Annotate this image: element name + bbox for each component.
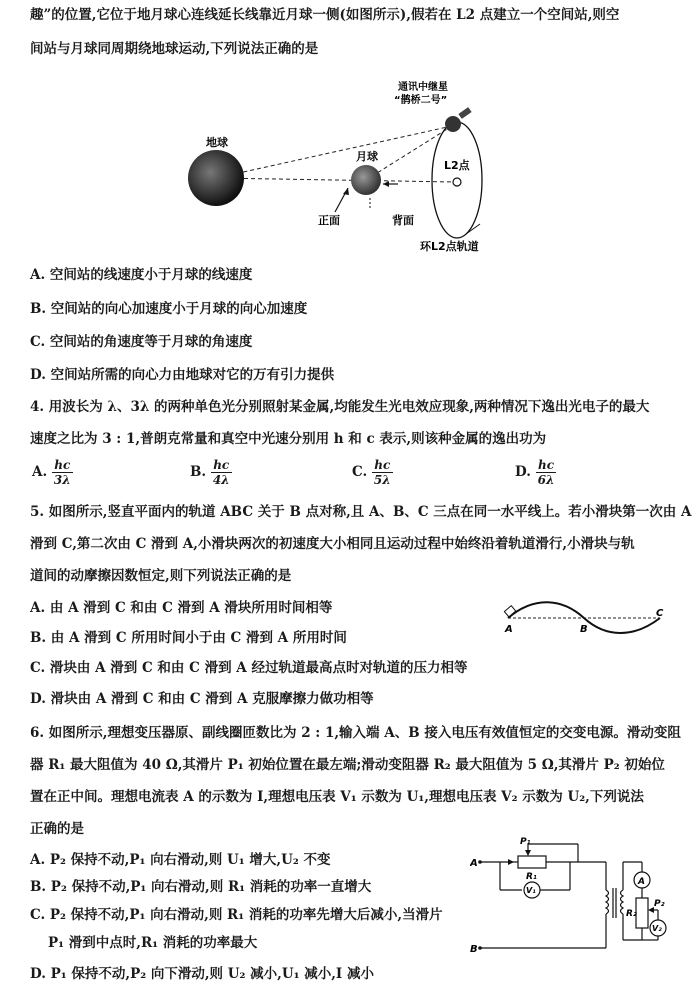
v2-meter-label: V₂	[652, 924, 662, 933]
q5-line-2: 滑到 C,第二次由 C 滑到 A,小滑块两次的初速度大小相同且运动过程中始终沿着轨道滑行,小滑块与轨	[30, 536, 635, 552]
q3-option-b: B. 空间站的向心加速度小于月球的向心加速度	[30, 301, 308, 317]
input-a-label: A	[470, 858, 478, 869]
v1-meter-label: V₁	[526, 886, 536, 895]
q6-line-4: 正确的是	[30, 821, 84, 837]
r2-label: R₂	[626, 909, 637, 919]
q4-option-d: D. $\frac{hc}{6\lambda}$	[515, 458, 555, 487]
q6-line-2: 器 R₁ 最大阻值为 40 Ω,其滑片 P₁ 初始位置在最左端;滑动变阻器 R₂ 最大阻值为 5 Ω,其滑片 P₂ 初始位	[30, 757, 665, 773]
l2-label: L2点	[444, 159, 470, 172]
q4-line-1: 4. 用波长为 λ、3λ 的两种单色光分别照射某金属,均能发生光电效应现象,两种情况下逸出光电子的最大	[30, 399, 650, 415]
orbit-label: 环L2点轨道	[420, 240, 479, 253]
input-b-label: B	[470, 944, 478, 955]
q3-option-a: A. 空间站的线速度小于月球的线速度	[30, 267, 253, 283]
q5-option-c: C. 滑块由 A 滑到 C 和由 C 滑到 A 经过轨道最高点时对轨道的压力相等	[30, 660, 468, 676]
p2-label: P₂	[654, 899, 665, 909]
track-abc-diagram	[496, 596, 666, 640]
earth-label: 地球	[206, 136, 228, 149]
q5-line-1: 5. 如图所示,竖直平面内的轨道 ABC 关于 B 点对称,且 A、B、C 三点在同一水平线上。若小滑块第一次由 A	[30, 504, 692, 520]
back-label: 背面	[392, 214, 414, 227]
q5-option-b: B. 由 A 滑到 C 所用时间小于由 C 滑到 A 所用时间	[30, 630, 347, 646]
q5-option-d: D. 滑块由 A 滑到 C 和由 C 滑到 A 克服摩擦力做功相等	[30, 691, 374, 707]
l2-point-icon	[453, 178, 461, 186]
q3-option-c: C. 空间站的角速度等于月球的角速度	[30, 334, 253, 350]
q4-line-2: 速度之比为 3 : 1,普朗克常量和真空中光速分别用 h 和 c 表示,则该种金属的逸出功为	[30, 431, 547, 447]
ammeter-label: A	[638, 877, 645, 887]
earth-icon	[188, 150, 244, 206]
intro-line-2: 间站与月球同周期绕地球运动,下列说法正确的是	[30, 41, 319, 57]
q4-option-c: C. $\frac{hc}{5\lambda}$	[352, 458, 391, 487]
point-c-label: C	[656, 608, 664, 619]
moon-icon	[351, 165, 381, 195]
q6-option-d: D. P₁ 保持不动,P₂ 向下滑动,则 U₂ 减小,U₁ 减小,I 减小	[30, 966, 374, 982]
point-b-label: B	[580, 624, 588, 635]
q6-line-3: 置在正中间。理想电流表 A 的示数为 I,理想电压表 V₁ 示数为 U₁,理想电压表 V₂ 示数为 U₂,下列说法	[30, 789, 644, 805]
q6-line-1: 6. 如图所示,理想变压器原、副线圈匝数比为 2 : 1,输入端 A、B 接入电压有效值恒定的交变电源。滑动变阻	[30, 725, 681, 741]
q5-option-a: A. 由 A 滑到 C 和由 C 滑到 A 滑块所用时间相等	[30, 600, 333, 616]
q6-option-b: B. P₂ 保持不动,P₁ 向右滑动,则 R₁ 消耗的功率一直增大	[30, 879, 372, 895]
q6-option-c-line-2: P₁ 滑到中点时,R₁ 消耗的功率最大	[48, 935, 258, 951]
point-a-label: A	[505, 624, 513, 635]
q6-option-c-line-1: C. P₂ 保持不动,P₁ 向右滑动,则 R₁ 消耗的功率先增大后减小,当滑片	[30, 907, 443, 923]
r1-label: R₁	[526, 872, 537, 882]
p1-label: P₁	[520, 837, 531, 847]
transformer-circuit-diagram	[470, 836, 682, 960]
front-label: 正面	[318, 214, 340, 227]
q4-option-a: A. $\frac{hc}{3\lambda}$	[32, 458, 71, 487]
q4-option-b: B. $\frac{hc}{4\lambda}$	[190, 458, 230, 487]
intro-line-1: 趣”的位置,它位于地月球心连线延长线靠近月球一侧(如图所示),假若在 L2 点建立一个空间站,则空	[30, 7, 620, 23]
moon-label: 月球	[356, 150, 378, 163]
relay-label-2: “鹊桥二号”	[394, 95, 448, 106]
q3-option-d: D. 空间站所需的向心力由地球对它的万有引力提供	[30, 367, 335, 383]
q6-option-a: A. P₂ 保持不动,P₁ 向右滑动,则 U₁ 增大,U₂ 不变	[30, 852, 331, 868]
earth-moon-l2-diagram	[180, 74, 500, 254]
q5-line-3: 道间的动摩擦因数恒定,则下列说法正确的是	[30, 568, 292, 584]
relay-label-1: 通讯中继星	[398, 82, 448, 93]
slider-block-icon	[504, 606, 515, 617]
